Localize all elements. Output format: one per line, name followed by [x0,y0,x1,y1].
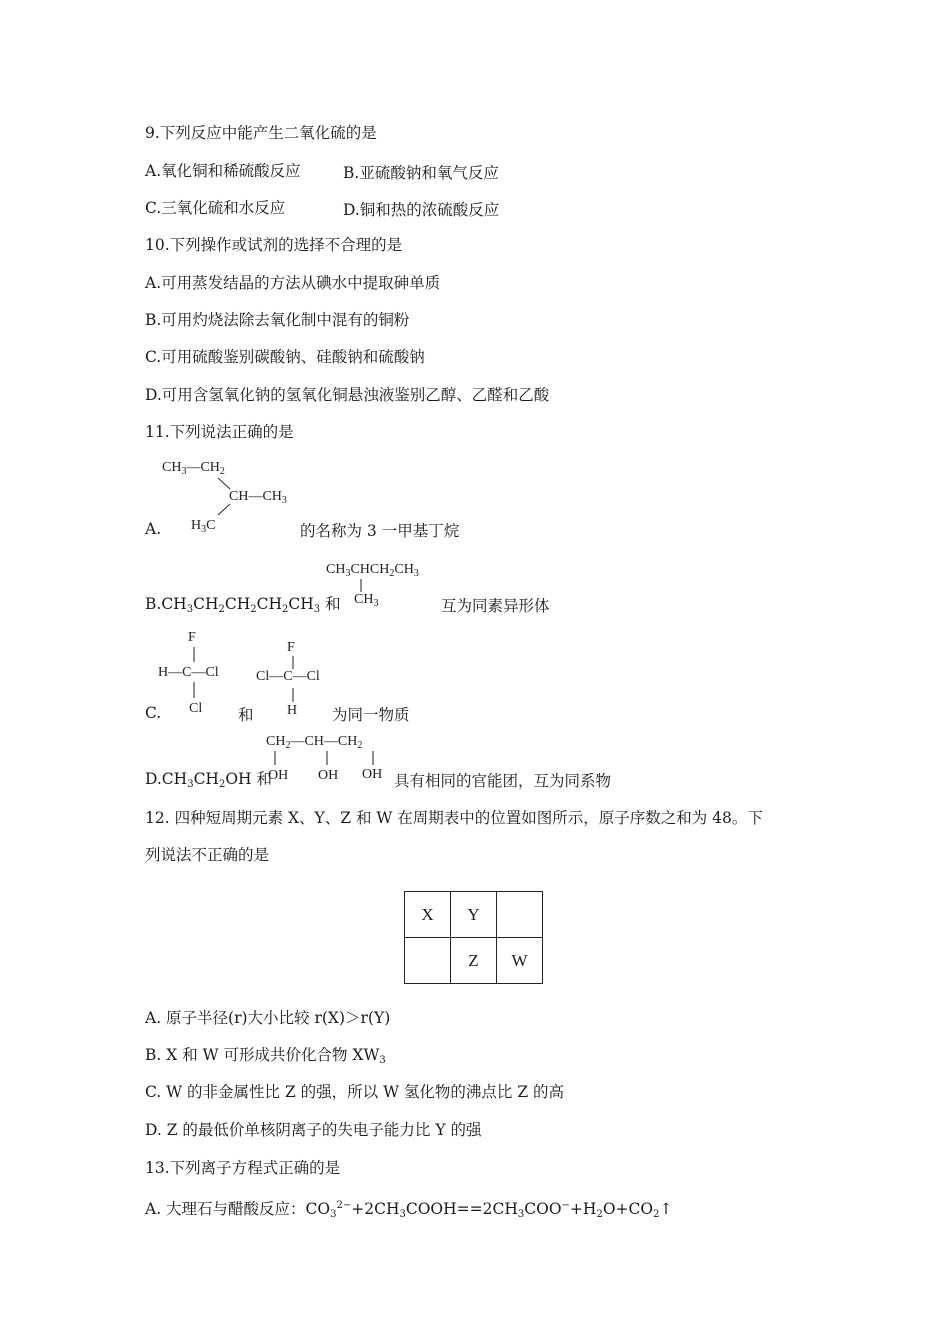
table-cell: W [497,938,543,984]
q11-option-b-text: 互为同素异形体 [441,597,550,615]
q11-option-d-text: 具有相同的官能团，互为同系物 [394,772,612,790]
q11a-structure-line3: $H_3C$ [191,518,216,535]
table-row [405,938,543,984]
q11c-mol1-middle: H—C—Cl [158,665,219,680]
table-cell: Y [451,892,497,938]
q11d-structure-top: $CH_2—CH—CH_2$ [266,734,363,751]
q11-option-a-text: 的名称为 3 一甲基丁烷 [300,522,460,540]
q9-option-d: D.铜和热的浓硫酸反应 [343,201,500,219]
q11-option-a-label: A. [145,520,162,538]
q12-option-c: C. W 的非金属性比 Z 的强，所以 W 氢化物的沸点比 Z 的高 [145,1083,565,1101]
q11-stem: 11.下列说法正确的是 [145,423,294,441]
q11c-mol2-f: F [287,640,295,655]
q11c-mol2-middle: Cl—C—Cl [256,669,320,684]
q11-option-d: $D.CH_3CH_2OH$ 和 [145,770,272,790]
table-cell: X [405,892,451,938]
q9-option-b: B.亚硫酸钠和氧气反应 [343,164,499,182]
q12-option-a: A. 原子半径(r)大小比较 r(X)＞r(Y) [145,1009,391,1027]
periodic-table-fragment [404,891,543,984]
q11b-structure-bottom: $CH_3$ [354,592,379,609]
q11-option-c-and: 和 [238,706,254,724]
q13-stem: 13.下列离子方程式正确的是 [145,1159,341,1177]
q12-stem-line1: 12. 四种短周期元素 X、Y、Z 和 W 在周期表中的位置如图所示，原子序数之和为 48。下 [145,809,763,827]
q11c-mol1-cl: Cl [189,701,203,716]
q10-option-a: A.可用蒸发结晶的方法从碘水中提取砷单质 [145,274,441,292]
q10-option-b: B.可用灼烧法除去氧化制中混有的铜粉 [145,311,410,329]
q12-option-d: D. Z 的最低价单核阴离子的失电子能力比 Y 的强 [145,1121,482,1139]
q9-stem: 9.下列反应中能产生二氧化硫的是 [145,124,377,142]
table-cell [405,938,451,984]
q11a-structure-line2: $CH—CH_3$ [229,489,287,506]
table-cell [497,892,543,938]
q9-option-c: C.三氧化硫和水反应 [145,199,286,217]
q11d-oh3: OH [362,767,383,782]
q10-stem: 10.下列操作或试剂的选择不合理的是 [145,236,403,254]
table-cell: Z [451,938,497,984]
q10-option-c: C.可用硫酸鉴别碳酸钠、硅酸钠和硫酸钠 [145,348,425,366]
q12-option-b: B. X 和 W 可形成共价化合物 $XW_3$ [145,1046,386,1066]
q11c-mol2-h: H [287,703,298,718]
table-row [405,892,543,938]
q11-option-c-label: C. [145,704,162,722]
q11d-oh1: OH [268,768,289,783]
q10-option-d: D.可用含氢氧化钠的氢氧化铜悬浊液鉴别乙醇、乙醛和乙酸 [145,386,550,404]
q11c-mol1-f: F [188,630,196,645]
q11a-structure-line1: $CH_3—CH_2$ [162,460,225,477]
q12-stem-line2: 列说法不正确的是 [145,846,270,864]
q11-option-c-text: 为同一物质 [332,706,410,724]
q13-option-a: A. 大理石与醋酸反应：$CO_3^{2-}+2CH_3COOH==2CH_3COO^-+H_2O+CO_2↑$ [145,1200,673,1220]
q11d-bonds [266,750,386,768]
q9-option-a: A.氧化铜和稀硫酸反应 [145,162,301,180]
q11-option-b: $B.CH_3CH_2CH_2CH_2CH_3$ 和 [145,595,341,615]
q11b-structure-top: $CH_3CHCH_2CH_3$ [326,562,419,579]
q11d-oh2: OH [318,768,339,783]
